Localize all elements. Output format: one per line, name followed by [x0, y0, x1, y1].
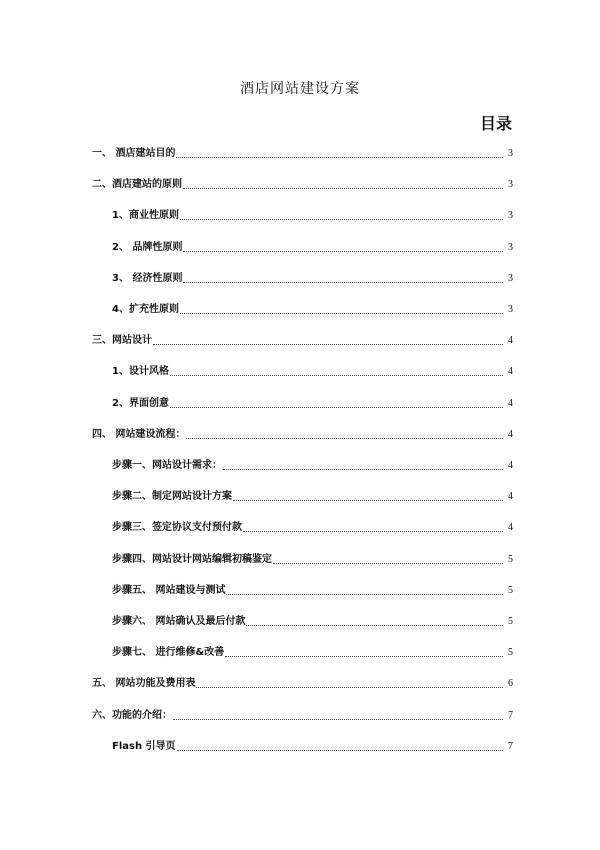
toc-entry[interactable] [0, 146, 600, 162]
toc-page-number: 4 [508, 397, 513, 409]
toc-page-number: 5 [508, 553, 513, 565]
toc-page-number: 3 [508, 272, 513, 284]
toc-leader-dots [177, 750, 503, 751]
toc-entry[interactable] [0, 427, 600, 443]
toc-leader-dots [183, 188, 503, 189]
document-title: 酒店网站建设方案 [240, 81, 360, 97]
toc-page-number: 4 [508, 366, 513, 378]
toc-entry-text: 四、 网站建设流程： [92, 428, 186, 440]
toc-entry-text: 步骤七、 进行维修&改善 [112, 647, 225, 659]
toc-entry[interactable] [0, 614, 600, 630]
toc-entry-text: Flash 引导页 [112, 740, 176, 752]
toc-entry-text: 步骤二、制定网站设计方案 [112, 491, 232, 503]
toc-leader-dots [225, 656, 503, 657]
toc-entry[interactable] [0, 520, 600, 536]
toc-entry-text: 步骤五、 网站建设与测试 [112, 584, 226, 596]
toc-page-number: 4 [508, 460, 513, 471]
toc-entry-text: 二、酒店建站的原则 [92, 179, 182, 191]
toc-entry-text: 六、功能的介绍： [92, 709, 172, 721]
toc-leader-dots [180, 313, 503, 314]
toc-entry-text: 一、 酒店建站目的 [92, 148, 176, 159]
toc-page-number: 4 [508, 335, 513, 347]
toc-leader-dots [170, 407, 503, 408]
toc-entry-text: 2、 品牌性原则 [112, 241, 183, 253]
toc-entry[interactable] [0, 177, 600, 193]
toc-leader-dots [186, 438, 503, 439]
toc-leader-dots [183, 282, 503, 283]
toc-entry-text: 4、扩充性原则 [112, 304, 179, 315]
toc-entry-text: 1、设计风格 [112, 366, 169, 378]
toc-page-number: 3 [508, 241, 513, 253]
toc-entry[interactable] [0, 676, 600, 692]
toc-page-number: 4 [508, 428, 513, 440]
toc-entry[interactable] [0, 583, 600, 599]
toc-entry-text: 3、 经济性原则 [112, 272, 183, 284]
toc-leader-dots [176, 157, 503, 158]
toc-leader-dots [243, 531, 503, 532]
toc-leader-dots [233, 500, 503, 501]
toc-entry[interactable] [0, 271, 600, 287]
toc-entry-text: 三、网站设计 [92, 335, 152, 347]
toc-page-number: 3 [508, 148, 513, 159]
toc-leader-dots [273, 563, 503, 564]
toc-leader-dots [153, 344, 503, 345]
toc-entry-text: 1、商业性原则 [112, 210, 179, 222]
toc-entry[interactable] [0, 739, 600, 755]
toc-heading: 目录 [479, 114, 512, 133]
toc-page-number: 5 [508, 647, 513, 659]
toc-entry[interactable] [0, 333, 600, 349]
toc-entry-text: 步骤三、签定协议支付预付款 [112, 522, 242, 534]
toc-leader-dots [246, 625, 503, 626]
toc-page-number: 3 [508, 179, 513, 191]
toc-page-number: 5 [508, 616, 513, 627]
toc-entry[interactable] [0, 489, 600, 505]
toc-entry[interactable] [0, 302, 600, 318]
toc-page-number: 7 [508, 740, 513, 752]
toc-entry-text: 步骤四、网站设计网站编辑初稿鉴定 [112, 553, 272, 565]
toc-leader-dots [173, 719, 503, 720]
toc-page-number: 4 [508, 522, 513, 534]
toc-leader-dots [196, 687, 503, 688]
toc-entry-text: 2、界面创意 [112, 397, 169, 409]
toc-entry[interactable] [0, 708, 600, 724]
toc-entry-text: 步骤一、网站设计需求： [112, 460, 222, 471]
toc-leader-dots [180, 219, 503, 220]
toc-entry[interactable] [0, 240, 600, 256]
toc-page-number: 3 [508, 304, 513, 315]
toc-entry-text: 五、 网站功能及费用表 [92, 678, 196, 690]
toc-entry[interactable] [0, 458, 600, 474]
toc-leader-dots [223, 469, 503, 470]
toc-page-number: 6 [508, 678, 513, 690]
toc-leader-dots [170, 375, 503, 376]
toc-entry[interactable] [0, 552, 600, 568]
toc-entry[interactable] [0, 208, 600, 224]
toc-page-number: 7 [508, 709, 513, 721]
toc-page-number: 4 [508, 491, 513, 503]
toc-entry[interactable] [0, 645, 600, 661]
toc-entry[interactable] [0, 364, 600, 380]
toc-entry[interactable] [0, 396, 600, 412]
toc-page-number: 5 [508, 584, 513, 596]
toc-leader-dots [226, 594, 503, 595]
toc-entry-text: 步骤六、 网站确认及最后付款 [112, 616, 246, 627]
toc-leader-dots [183, 251, 503, 252]
toc-page-number: 3 [508, 210, 513, 222]
